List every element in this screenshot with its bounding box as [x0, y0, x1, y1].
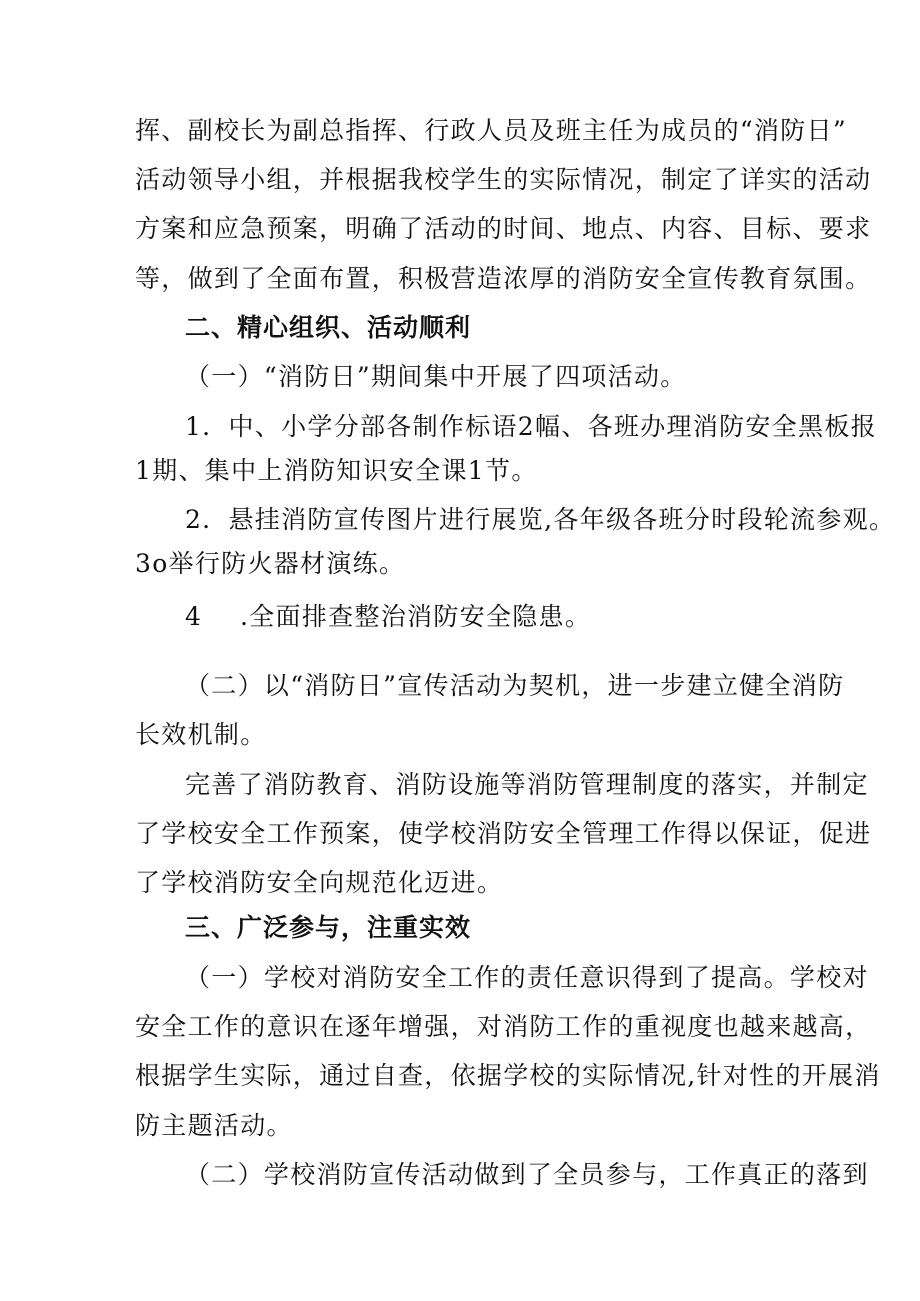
- section-3-sub-2-line-1: （二）学校消防宣传活动做到了全员参与，工作真正的落到: [185, 1160, 869, 1189]
- paragraph-line-3: 了学校消防安全向规范化迈进。: [135, 868, 504, 897]
- item-4-text: .全面排查整治消防安全隐患。: [240, 602, 592, 631]
- item-3: 3o举行防火器材演练。: [135, 549, 406, 578]
- section-2-sub-2-line-2: 长效机制。: [135, 720, 267, 749]
- item-4-number: 4: [185, 602, 203, 631]
- item-1-line-1: 1．中、小学分部各制作标语2幅、各班办理消防安全黑板报: [185, 412, 877, 441]
- paragraph-line-2: 了学校安全工作预案，使学校消防安全管理工作得以保证，促进: [135, 819, 872, 848]
- section-2-sub-1: （一）“消防日”期间集中开展了四项活动。: [185, 362, 687, 391]
- section-3-sub-1-line-1: （一）学校对消防安全工作的责任意识得到了提高。学校对: [185, 963, 869, 992]
- intro-line-1: 挥、副校长为副总指挥、行政人员及班主任为成员的“消防日”: [135, 116, 847, 145]
- section-3-sub-1-line-4: 防主题活动。: [135, 1111, 293, 1140]
- intro-line-4: 等，做到了全面布置，积极营造浓厚的消防安全宣传教育氛围。: [135, 264, 872, 293]
- item-2: 2．悬挂消防宣传图片进行展览,各年级各班分时段轮流参观。: [185, 505, 896, 534]
- section-3-heading: 三、广泛参与，注重实效: [185, 913, 472, 942]
- item-1-line-2: 1期、集中上消防知识安全课1节。: [135, 456, 538, 485]
- section-3-sub-1-line-3: 根据学生实际，通过自查，依据学校的实际情况,针对性的开展消: [135, 1061, 881, 1090]
- section-2-heading: 二、精心组织、活动顺利: [185, 313, 472, 342]
- paragraph-line-1: 完善了消防教育、消防设施等消防管理制度的落实，并制定: [185, 770, 869, 799]
- section-2-sub-2-line-1: （二）以“消防日”宣传活动为契机，进一步建立健全消防: [185, 671, 845, 700]
- section-3-sub-1-line-2: 安全工作的意识在逐年增强，对消防工作的重视度也越来越高，: [135, 1012, 872, 1041]
- intro-line-2: 活动领导小组，并根据我校学生的实际情况，制定了详实的活动: [135, 165, 872, 194]
- intro-line-3: 方案和应急预案，明确了活动的时间、地点、内容、目标、要求: [135, 214, 872, 243]
